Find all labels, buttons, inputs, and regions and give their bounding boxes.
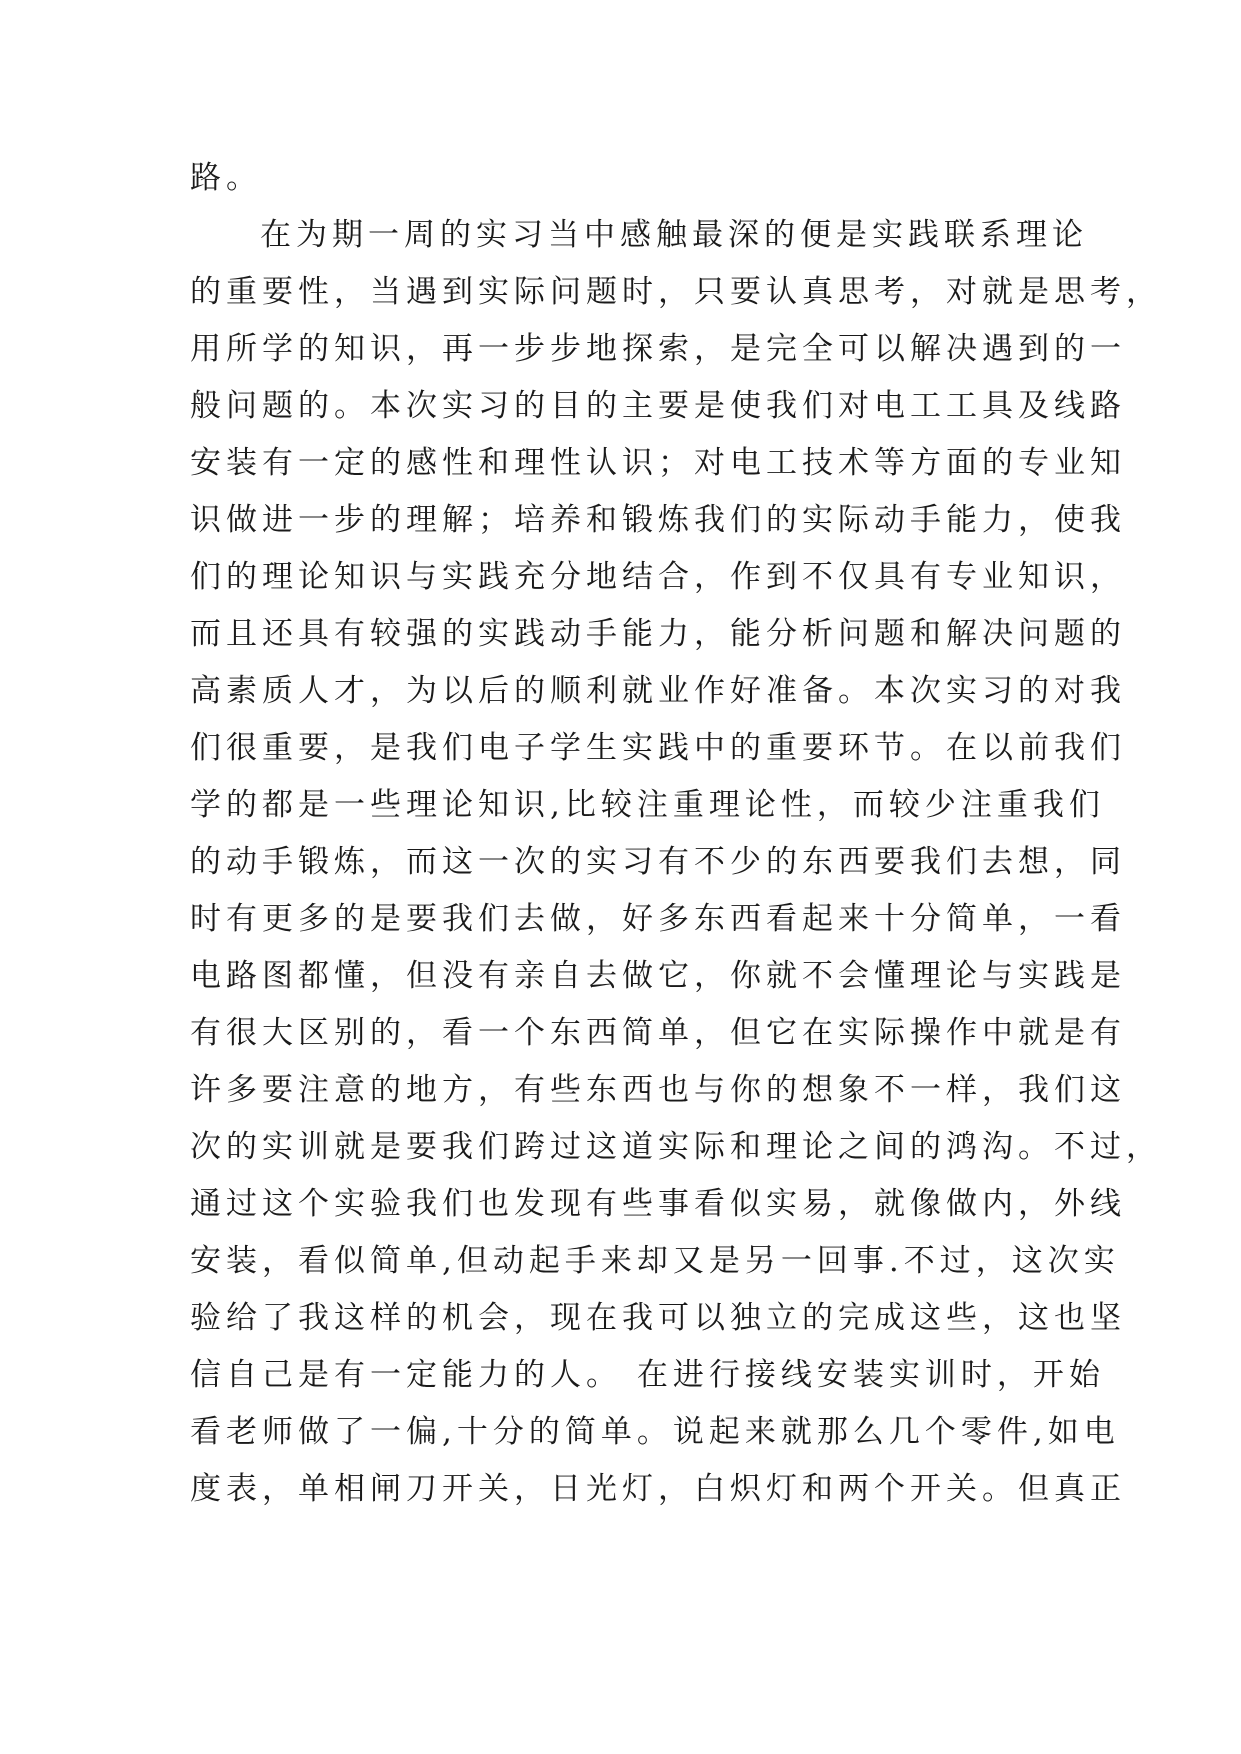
paragraph-line: 电路图都懂，但没有亲自去做它，你就不会懂理论与实践是 [190, 958, 1126, 994]
paragraph-line: 时有更多的是要我们去做，好多东西看起来十分简单，一看 [190, 901, 1126, 937]
paragraph-line: 有很大区别的，看一个东西简单，但它在实际操作中就是有 [190, 1015, 1126, 1051]
paragraph-line: 通过这个实验我们也发现有些事看似实易，就像做内，外线 [190, 1186, 1126, 1222]
paragraph-line: 的重要性，当遇到实际问题时，只要认真思考，对就是思考， [190, 274, 1162, 310]
paragraph-line: 安装有一定的感性和理性认识；对电工技术等方面的专业知 [190, 445, 1126, 481]
paragraph-line: 学的都是一些理论知识,比较注重理论性，而较少注重我们 [190, 787, 1105, 823]
paragraph-line: 验给了我这样的机会，现在我可以独立的完成这些，这也坚 [190, 1300, 1126, 1336]
paragraph-line: 用所学的知识，再一步步地探索，是完全可以解决遇到的一 [190, 331, 1126, 367]
paragraph-line: 信自己是有一定能力的人。 在进行接线安装实训时，开始 [190, 1357, 1105, 1393]
paragraph-line: 许多要注意的地方，有些东西也与你的想象不一样，我们这 [190, 1072, 1126, 1108]
paragraph-line: 度表，单相闸刀开关，日光灯，白炽灯和两个开关。但真正 [190, 1471, 1126, 1507]
paragraph-line: 而且还具有较强的实践动手能力，能分析问题和解决问题的 [190, 616, 1126, 652]
document-body [190, 150, 1162, 1518]
paragraph-line: 的动手锻炼，而这一次的实习有不少的东西要我们去想，同 [190, 844, 1126, 880]
paragraph-line: 们很重要，是我们电子学生实践中的重要环节。在以前我们 [190, 730, 1126, 766]
paragraph-line: 高素质人才，为以后的顺利就业作好准备。本次实习的对我 [190, 673, 1126, 709]
paragraph-line: 般问题的。本次实习的目的主要是使我们对电工工具及线路 [190, 388, 1126, 424]
paragraph-line: 看老师做了一偏,十分的简单。说起来就那么几个零件,如电 [190, 1414, 1120, 1450]
paragraph-line: 们的理论知识与实践充分地结合，作到不仅具有专业知识， [190, 559, 1126, 595]
continuation-line: 路。 [190, 160, 262, 196]
paragraph-line: 次的实训就是要我们跨过这道实际和理论之间的鸿沟。不过， [190, 1129, 1162, 1165]
paragraph-line: 安装，看似简单,但动起手来却又是另一回事.不过，这次实 [190, 1243, 1120, 1279]
paragraph-line: 识做进一步的理解；培养和锻炼我们的实际动手能力，使我 [190, 502, 1126, 538]
paragraph-line: 在为期一周的实习当中感触最深的便是实践联系理论 [260, 217, 1088, 253]
